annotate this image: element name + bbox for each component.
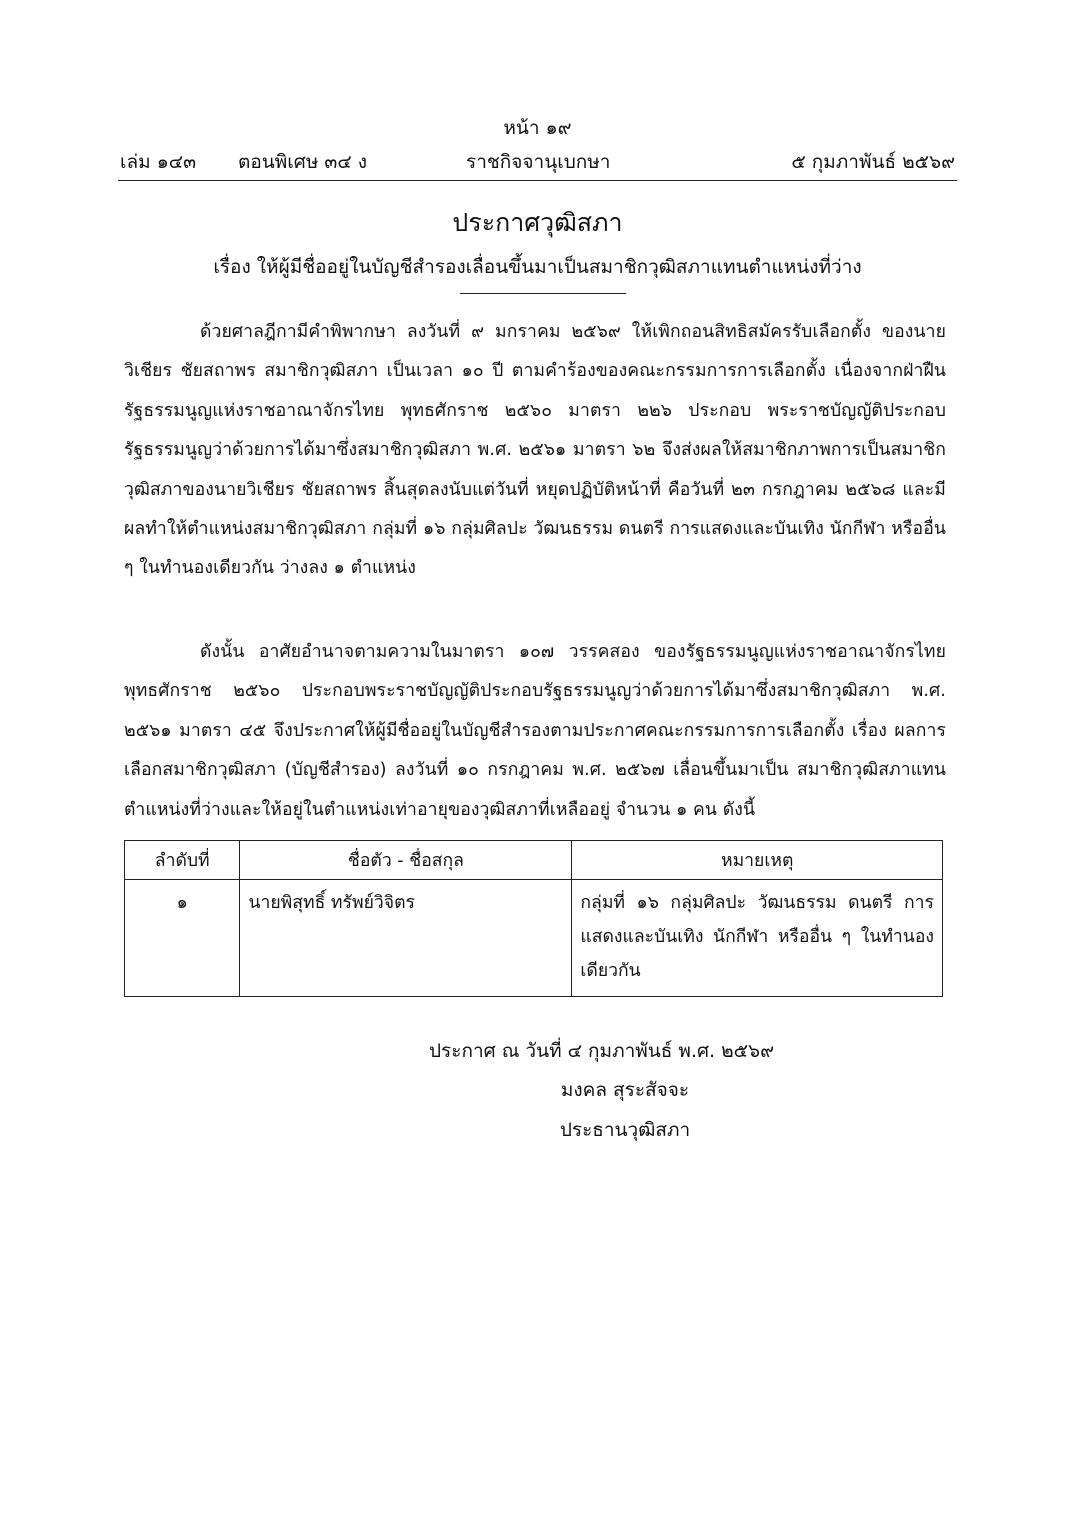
gazette-header — [118, 147, 957, 179]
appointee-table — [124, 840, 943, 997]
body-paragraph-2: ดังนั้น อาศัยอำนาจตามความในมาตรา ๑๐๗ วรรคสอง ของรัฐธรรมนูญแห่งราชอาณาจักรไทย พุทธศักราช ๒๕๖๐ ประกอบพระราชบัญญัติประกอบรัฐธรรมนูญว่าด้วยการได้มาซึ่งสมาชิกวุฒิสภา พ.ศ. ๒๕๖๑ มาตรา ๔๕ จึงประกาศให้ผู้มีชื่ออยู่ในบัญชีสำรองตามประกาศคณะกรรมการการเลือกตั้ง เรื่อง ผลการเลือกสมาชิกวุฒิสภา (บัญชีสำรอง) ลงวันที่ ๑๐ กรกฎาคม พ.ศ. ๒๕๖๗ เลื่อนขึ้นมาเป็น สมาชิกวุฒิสภาแทนตำแหน่งที่ว่างและให้อยู่ในตำแหน่งเท่าอายุของวุฒิสภาที่เหลืออยู่ จำนวน ๑ คน ดังนี้ — [124, 642, 946, 820]
cell-remark: กลุ่มที่ ๑๖ กลุ่มศิลปะ วัฒนธรรม ดนตรี การแสดงและบันเทิง นักกีฬา หรืออื่น ๆ ในทำนองเดียวกัน — [572, 880, 943, 997]
table-row — [125, 880, 943, 997]
table-header-row — [125, 841, 943, 880]
col-header-remark: หมายเหตุ — [572, 841, 943, 880]
cell-name: นายพิสุทธิ์ ทรัพย์วิจิตร — [240, 880, 572, 997]
document-subject: เรื่อง ให้ผู้มีชื่ออยู่ในบัญชีสำรองเลื่อนขึ้นมาเป็นสมาชิกวุฒิสภาแทนตำแหน่งที่ว่าง — [213, 256, 862, 278]
col-header-name: ชื่อตัว - ชื่อสกุล — [240, 841, 572, 880]
col-header-order: ลำดับที่ — [125, 841, 240, 880]
body-paragraph-1: ด้วยศาลฎีกามีคำพิพากษา ลงวันที่ ๙ มกราคม ๒๕๖๙ ให้เพิกถอนสิทธิสมัครรับเลือกตั้ง ของนายวิเชียร ชัยสถาพร สมาชิกวุฒิสภา เป็นเวลา ๑๐ ปี ตามคำร้องของคณะกรรมการการเลือกตั้ง เนื่องจากฝ่าฝืนรัฐธรรมนูญแห่งราชอาณาจักรไทย พุทธศักราช ๒๕๖๐ มาตรา ๒๒๖ ประกอบ พระราชบัญญัติประกอบรัฐธรรมนูญว่าด้วยการได้มาซึ่งสมาชิกวุฒิสภา พ.ศ. ๒๕๖๑ มาตรา ๖๒ จึงส่งผลให้สมาชิกภาพการเป็นสมาชิกวุฒิสภาของนายวิเชียร ชัยสถาพร สิ้นสุดลงนับแต่วันที่ หยุดปฏิบัติหน้าที่ คือวันที่ ๒๓ กรกฎาคม ๒๕๖๘ และมีผลทำให้ตำแหน่งสมาชิกวุฒิสภา กลุ่มที่ ๑๖ กลุ่มศิลปะ วัฒนธรรม ดนตรี การแสดงและบันเทิง นักกีฬา หรืออื่น ๆ ในทำนองเดียวกัน ว่างลง ๑ ตำแหน่ง — [124, 322, 946, 579]
header-divider — [118, 180, 957, 181]
signatory-name: มงคล สุระสัจจะ — [560, 1079, 690, 1101]
cell-order: ๑ — [125, 880, 240, 997]
page-number: หน้า ๑๙ — [503, 117, 572, 139]
announcement-date: ประกาศ ณ วันที่ ๔ กุมภาพันธ์ พ.ศ. ๒๕๖๙ — [429, 1040, 775, 1062]
gazette-name: ราชกิจจานุเบกษา — [466, 151, 611, 173]
volume-label: เล่ม ๑๔๓ — [120, 151, 197, 173]
signatory-position: ประธานวุฒิสภา — [559, 1119, 691, 1141]
issue-date: ๕ กุมภาพันธ์ ๒๕๖๙ — [791, 151, 955, 173]
section-label: ตอนพิเศษ ๓๔ ง — [238, 151, 368, 173]
title-divider — [460, 293, 626, 294]
document-title: ประกาศวุฒิสภา — [452, 208, 623, 237]
